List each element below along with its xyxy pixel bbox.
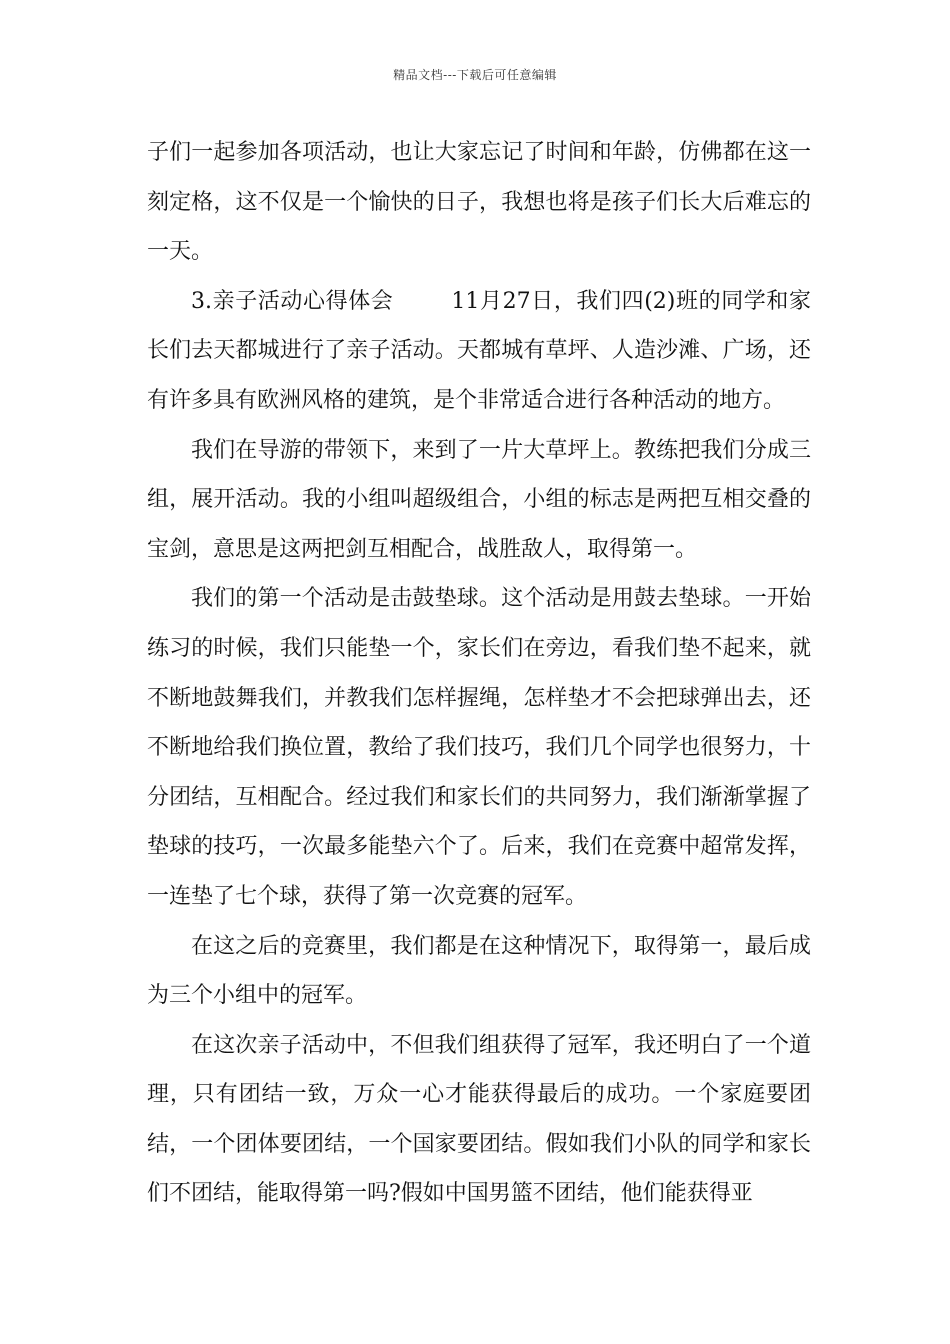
page-header: 精品文档---下载后可任意编辑: [393, 68, 557, 82]
section-heading: 3.亲子活动心得体会: [191, 288, 394, 314]
paragraph: 在这次亲子活动中，不但我们组获得了冠军，我还明白了一个道理，只有团结一致，万众一心才能获得最后的成功。一个家庭要团结，一个团体要团结，一个国家要团结。假如我们小队的同学和家长们不团结，能取得第一吗?假如中国男篮不团结，他们能获得亚: [147, 1032, 811, 1207]
paragraph-section-3: [147, 277, 811, 426]
paragraph: 在这之后的竞赛里，我们都是在这种情况下，取得第一，最后成为三个小组中的冠军。: [147, 933, 811, 1009]
paragraph: 我们的第一个活动是击鼓垫球。这个活动是用鼓去垫球。一开始练习的时候，我们只能垫一个，家长们在旁边，看我们垫不起来，就不断地鼓舞我们，并教我们怎样握绳，怎样垫才不会把球弹出去，还不断地给我们换位置，教给了我们技巧，我们几个同学也很努力，十分团结，互相配合。经过我们和家长们的共同努力，我们渐渐掌握了垫球的技巧，一次最多能垫六个了。后来，我们在竞赛中超常发挥，一连垫了七个球，获得了第一次竞赛的冠军。: [147, 586, 811, 909]
paragraph-continuation: 子们一起参加各项活动，也让大家忘记了时间和年龄，仿佛都在这一刻定格，这不仅是一个愉快的日子，我想也将是孩子们长大后难忘的一天。: [147, 140, 811, 265]
paragraph-text: 11月27日，我们四(2)班的同学和家长们去天都城进行了亲子活动。天都城有草坪、人造沙滩、广场，还有许多具有欧洲风格的建筑，是个非常适合进行各种活动的地方。: [147, 288, 812, 413]
paragraph: 我们在导游的带领下，来到了一片大草坪上。教练把我们分成三组，展开活动。我的小组叫超级组合，小组的标志是两把互相交叠的宝剑，意思是这两把剑互相配合，战胜敌人，取得第一。: [147, 437, 811, 562]
document-body: [147, 128, 811, 1219]
